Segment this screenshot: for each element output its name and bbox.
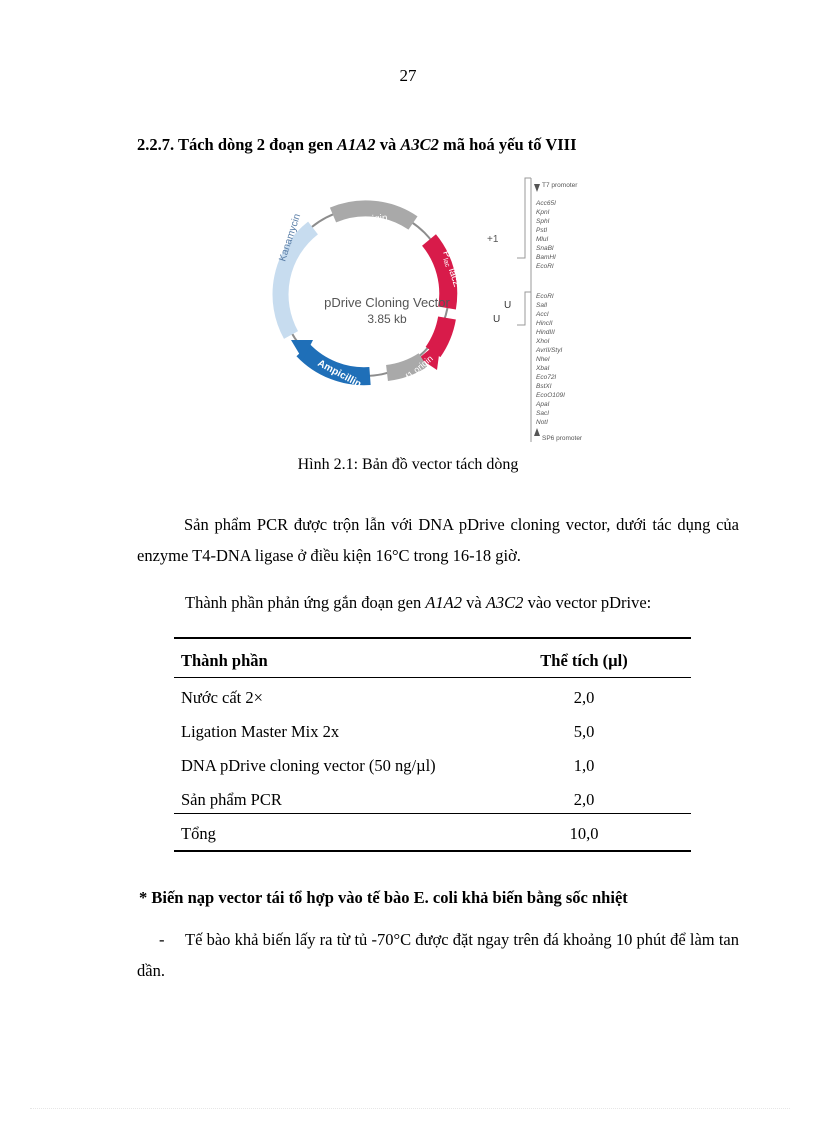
table-row-component: Sản phẩm PCR xyxy=(181,790,282,809)
page-number: 27 xyxy=(399,66,417,85)
reaction-table xyxy=(174,637,691,857)
vector-name: pDrive Cloning Vector xyxy=(324,295,450,310)
site-label: BamHI xyxy=(536,254,556,261)
t7-arrow-icon xyxy=(534,184,540,192)
table-bottom-rule xyxy=(174,850,691,852)
kanamycin-label: Kanamycin xyxy=(277,212,304,263)
site-label: ApaI xyxy=(536,401,550,408)
site-label: XbaI xyxy=(536,365,550,372)
site-label: BstXI xyxy=(536,383,552,390)
site-label: NotI xyxy=(536,419,548,426)
table-row-volume: 1,0 xyxy=(573,756,595,775)
section-heading: 2.2.7. Tách dòng 2 đoạn gen A1A2 và A3C2 mã hoá yếu tố VIII xyxy=(137,135,577,154)
origin-label: origin xyxy=(362,212,389,226)
lower-sites-list xyxy=(535,293,583,442)
lower-site-bracket xyxy=(517,292,531,325)
table-row-component: Ligation Master Mix 2x xyxy=(181,722,340,741)
subheading: * Biến nạp vector tái tổ hợp vào tế bào E. coli khả biến bằng sốc nhiệt xyxy=(139,888,628,907)
site-label: XhoI xyxy=(536,338,550,345)
table-total-volume: 10,0 xyxy=(569,824,599,843)
table-total-rule xyxy=(174,813,691,814)
plasmid-map-figure xyxy=(255,170,615,445)
bullet-text: Tế bào khả biến lấy ra từ tủ -70°C được đặt ngay trên đá khoảng 10 phút để làm tan dần. xyxy=(137,930,739,980)
site-label: KpnI xyxy=(536,209,550,216)
footer-divider xyxy=(30,1108,790,1109)
table-row-component: Nước cất 2× xyxy=(181,688,263,707)
u-label-2: U xyxy=(493,314,501,325)
table-row-volume: 2,0 xyxy=(573,688,595,707)
site-label: MluI xyxy=(536,236,549,243)
table-header-rule xyxy=(174,677,691,678)
site-label: SalI xyxy=(536,302,548,309)
site-label: SP6 promoter xyxy=(542,435,583,442)
table-top-rule xyxy=(174,637,691,639)
site-label: T7 promoter xyxy=(542,182,578,189)
site-label: SnaBI xyxy=(536,245,554,252)
site-label: EcoO109I xyxy=(536,392,565,399)
sp6-arrow-icon xyxy=(534,428,540,436)
site-label: NheI xyxy=(536,356,550,363)
header-volume: Thể tích (µl) xyxy=(540,651,628,670)
site-label: EcoRI xyxy=(536,293,554,300)
table-row-volume: 5,0 xyxy=(573,722,595,741)
body-paragraph: Sản phẩm PCR được trộn lẫn với DNA pDrive cloning vector, dưới tác dụng của enzyme T4-DNA ligase ở điều kiện 16°C trong 16-18 giờ. xyxy=(137,515,739,565)
site-label: SphI xyxy=(536,218,550,225)
ampicillin-label: Ampicillin xyxy=(315,357,363,391)
table-total-component: Tổng xyxy=(181,824,216,843)
figure-caption: Hình 2.1: Bản đồ vector tách dòng xyxy=(297,456,519,473)
site-label: PstI xyxy=(536,227,548,234)
bullet-marker: - xyxy=(159,930,165,949)
table-row-component: DNA pDrive cloning vector (50 ng/µl) xyxy=(181,756,436,775)
bullet-item xyxy=(137,924,739,986)
header-component: Thành phần xyxy=(181,651,268,670)
upper-site-bracket xyxy=(517,178,531,258)
site-label: HindIII xyxy=(536,329,555,336)
site-label: Acc65I xyxy=(536,200,556,207)
plus-one-label: +1 xyxy=(487,234,499,245)
table-row-volume: 2,0 xyxy=(573,790,595,809)
site-label: Eco72I xyxy=(536,374,557,381)
vector-size: 3.85 kb xyxy=(367,312,407,326)
site-label: SacI xyxy=(536,410,550,417)
upper-sites-list xyxy=(535,182,578,270)
site-label: EcoRI xyxy=(536,263,554,270)
site-label: HincII xyxy=(536,320,553,327)
site-label: AccI xyxy=(536,311,549,318)
plac-label: $P_{lac}$ lacZ xyxy=(440,249,463,289)
table-intro: Thành phần phản ứng gắn đoạn gen A1A2 và A3C2 vào vector pDrive: xyxy=(185,593,652,612)
u-label-1: U xyxy=(504,300,512,311)
site-label: AvrII/StyI xyxy=(536,347,563,354)
f1-origin-label: f1 origin xyxy=(403,353,435,382)
